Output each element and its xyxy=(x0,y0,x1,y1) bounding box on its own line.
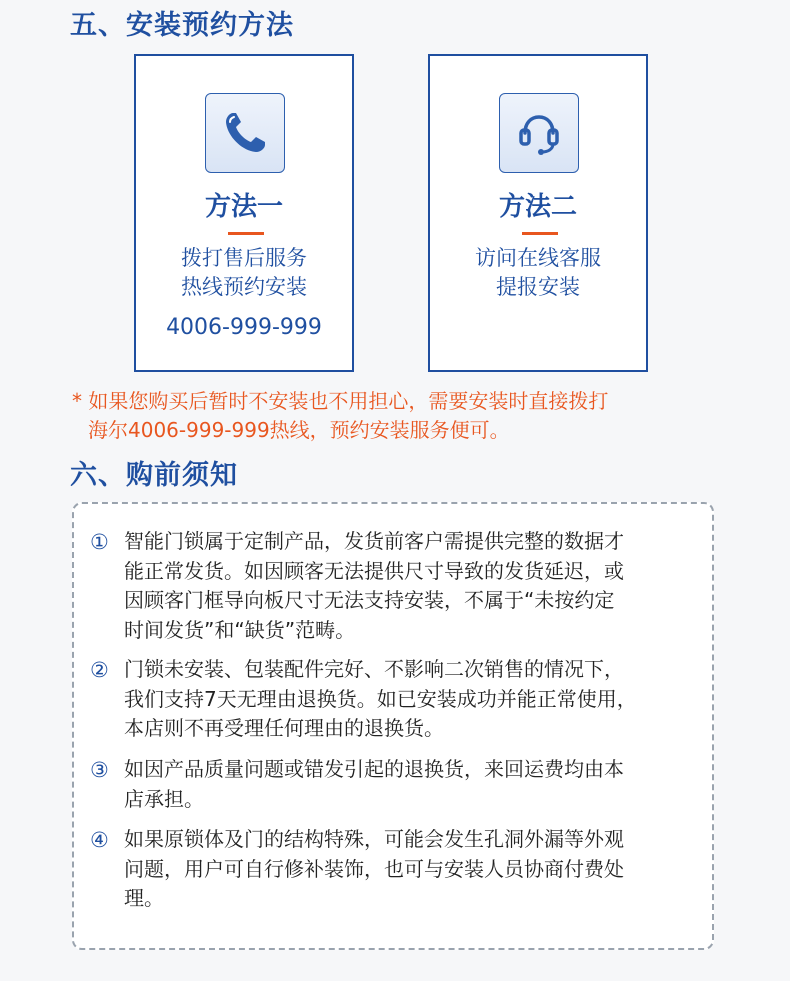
notice-number: ② xyxy=(90,658,109,682)
notice-text xyxy=(124,825,624,914)
method-text-line: 提报安装 xyxy=(496,275,580,299)
notice-line: 智能门锁属于定制产品，发货前客户需提供完整的数据才 xyxy=(124,529,624,553)
headset-icon xyxy=(512,106,566,160)
notice-number: ① xyxy=(90,530,109,554)
notice-number: ④ xyxy=(90,828,109,852)
notice-line: 门锁未安装、包装配件完好、不影响二次销售的情况下， xyxy=(124,657,624,681)
method-text-line: 拨打售后服务 xyxy=(181,246,307,270)
section-title-purchase-notice: 六、购前须知 xyxy=(70,460,238,491)
note-line: 海尔4006-999-999热线，预约安装服务便可。 xyxy=(88,418,510,442)
install-note xyxy=(72,387,722,445)
notice-line: 本店则不再受理任何理由的退换货。 xyxy=(124,716,444,740)
method-text-line: 热线预约安装 xyxy=(181,275,307,299)
notice-line: 理。 xyxy=(124,886,164,910)
hotline-number: 4006-999-999 xyxy=(166,315,322,340)
notice-line: 问题，用户可自行修补装饰，也可与安装人员协商付费处 xyxy=(124,856,624,881)
notice-text xyxy=(124,655,637,744)
note-line: * 如果您购买后暂时不安装也不用担心，需要安装时直接拨打 xyxy=(72,389,609,413)
phone-icon-box xyxy=(205,93,285,173)
notice-box xyxy=(72,502,714,950)
method-card-hotline xyxy=(134,54,354,372)
notice-text xyxy=(124,527,624,645)
notice-line: 能正常发货。如因顾客无法提供尺寸导致的发货延迟，或 xyxy=(124,558,624,583)
heading-underline xyxy=(522,232,558,235)
method-heading: 方法一 xyxy=(204,192,283,222)
notice-line: 店承担。 xyxy=(124,786,204,811)
notice-line: 如果原锁体及门的结构特殊，可能会发生孔洞外漏等外观 xyxy=(124,827,624,851)
notice-text xyxy=(124,755,624,814)
section-title-install-booking: 五、安装预约方法 xyxy=(70,10,294,41)
notice-line: 因顾客门框导向板尺寸无法支持安装，不属于“未按约定 xyxy=(124,588,615,612)
heading-underline xyxy=(228,232,264,235)
headset-icon-box xyxy=(499,93,579,173)
method-text-line: 访问在线客服 xyxy=(475,246,601,270)
method-heading: 方法二 xyxy=(498,192,577,222)
notice-line: 我们支持7天无理由退换货。如已安装成功并能正常使用， xyxy=(124,686,637,711)
notice-number: ③ xyxy=(90,758,109,782)
method-card-online-service xyxy=(428,54,648,372)
notice-line: 时间发货”和“缺货”范畴。 xyxy=(124,617,356,642)
phone-icon xyxy=(219,107,271,159)
notice-line: 如因产品质量问题或错发引起的退换货，来回运费均由本 xyxy=(124,757,624,781)
